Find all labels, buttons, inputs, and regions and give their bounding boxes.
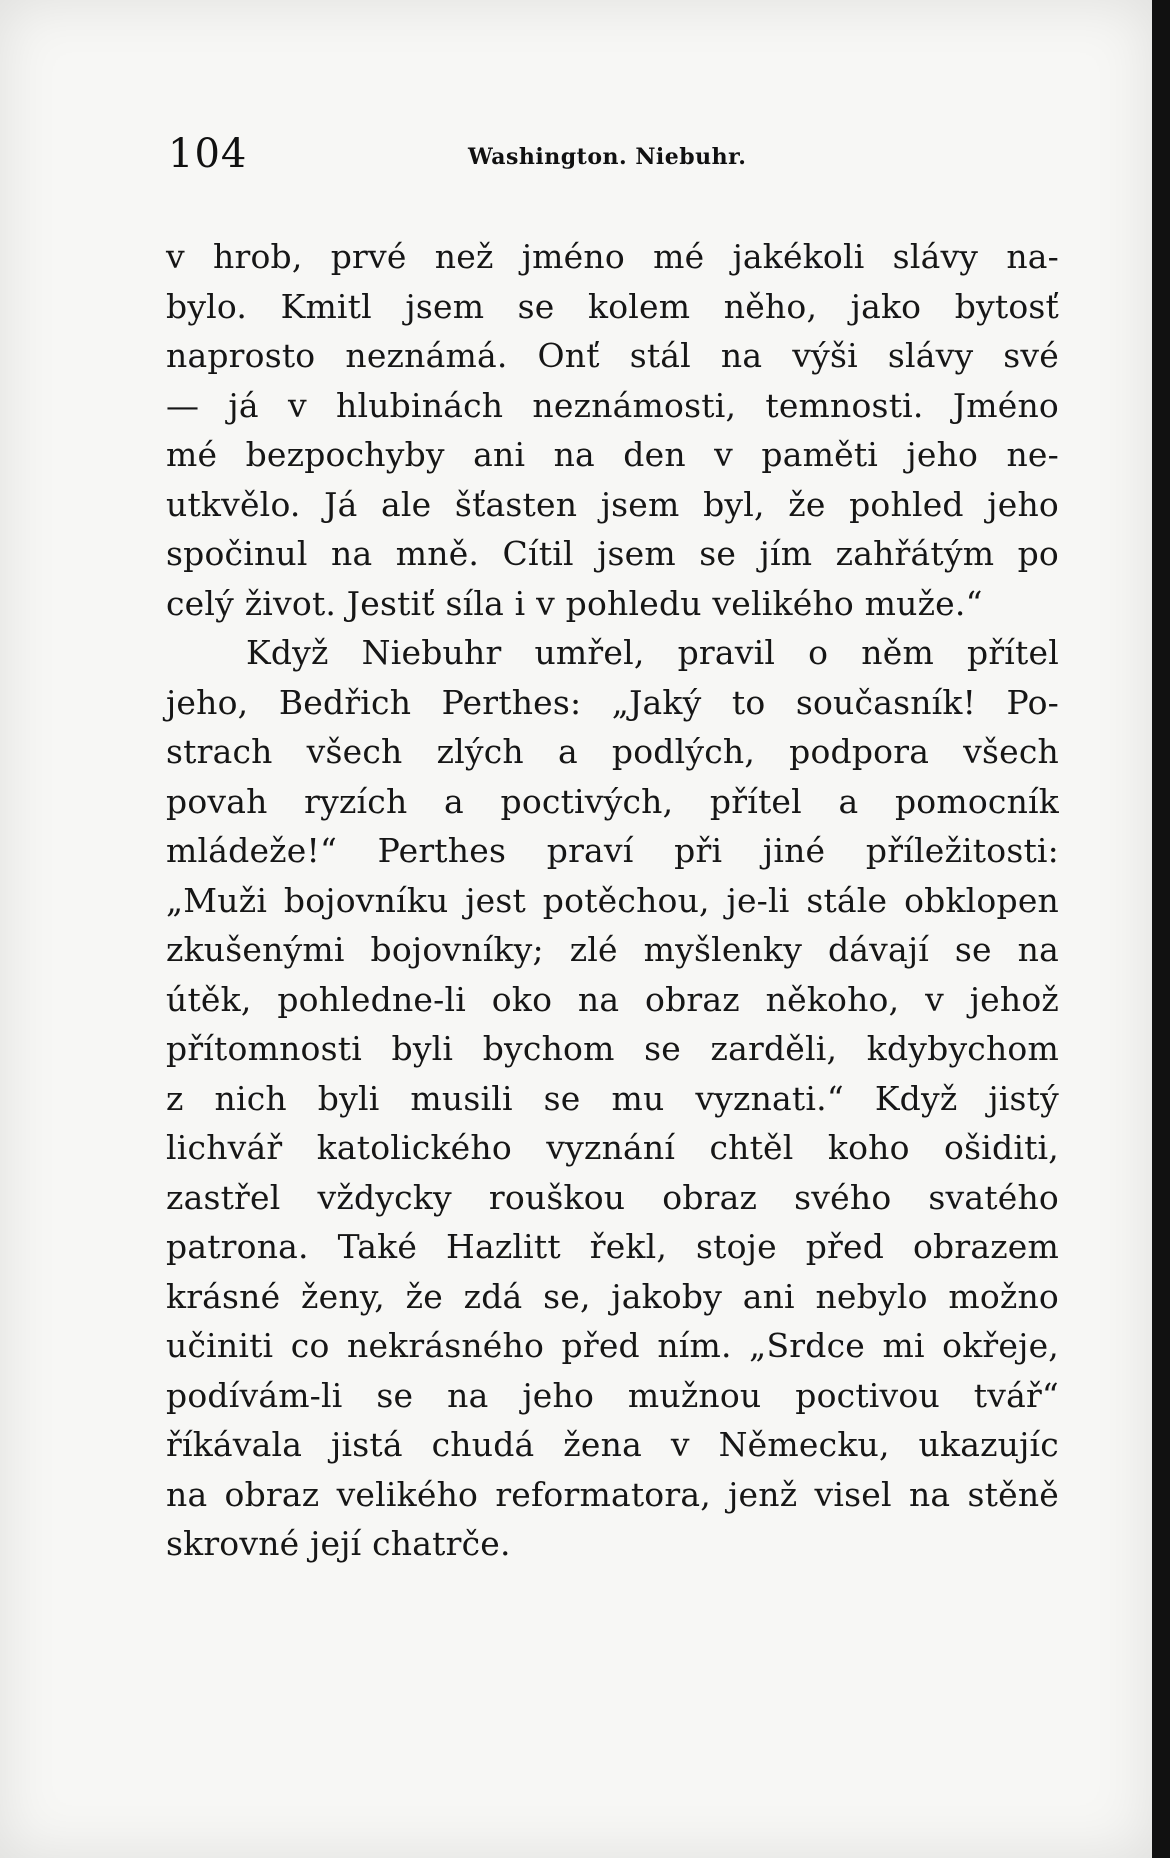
text-line: lichvář katolického vyznání chtěl koho ošiditi, xyxy=(166,1128,1059,1167)
text-line: zastřel vždycky rouškou obraz svého svatého xyxy=(166,1177,1059,1217)
text-line: utkvělo. Já ale šťasten jsem byl, že pohled jeho xyxy=(166,484,1059,524)
text-line: z nich byli musili se mu vyznati.“ Když jistý xyxy=(166,1078,1059,1118)
text-line: naprosto neznámá. Onť stál na výši slávy své xyxy=(166,336,1059,375)
text-line: „Muži bojovníku jest potěchou, je-li stále obklopen xyxy=(166,880,1059,920)
text-line: mé bezpochyby ani na den v paměti jeho ne- xyxy=(166,435,1059,474)
running-head: Washington. Niebuhr. xyxy=(468,144,747,170)
text-line: krásné ženy, že zdá se, jakoby ani nebylo možno xyxy=(166,1276,1059,1316)
text-line: — já v hlubinách neznámosti, temnosti. Jméno xyxy=(166,385,1059,425)
page-header xyxy=(168,130,1058,190)
text-line: útěk, pohledne-li oko na obraz někoho, v jehož xyxy=(166,979,1059,1019)
text-line: zkušenými bojovníky; zlé myšlenky dávají se na xyxy=(166,930,1059,969)
text-line: spočinul na mně. Cítil jsem se jím zahřátým po xyxy=(166,534,1059,573)
text-line: jeho, Bedřich Perthes: „Jaký to současník! Po- xyxy=(166,682,1059,722)
text-line: celý život. Jestiť síla i v pohledu velikého muže.“ xyxy=(166,583,983,623)
text-line: na obraz velikého reformatora, jenž visel na stěně xyxy=(166,1474,1059,1514)
text-line: strach všech zlých a podlých, podpora všech xyxy=(166,732,1059,771)
body-text xyxy=(166,232,1059,1569)
page-number: 104 xyxy=(168,131,248,177)
text-line: podívám-li se na jeho mužnou poctivou tvář“ xyxy=(166,1375,1059,1415)
text-line: povah ryzích a poctivých, přítel a pomocník xyxy=(166,781,1059,821)
text-line: učiniti co nekrásného před ním. „Srdce mi okřeje, xyxy=(166,1326,1059,1365)
text-line: přítomnosti byli bychom se zarděli, kdybychom xyxy=(166,1029,1059,1068)
text-line: mládeže!“ Perthes praví při jiné příležitosti: xyxy=(166,831,1059,870)
text-line: bylo. Kmitl jsem se kolem něho, jako bytosť xyxy=(166,286,1059,326)
text-line: skrovné její chatrče. xyxy=(166,1524,511,1563)
text-line: v hrob, prvé než jméno mé jakékoli slávy na- xyxy=(166,237,1059,276)
text-line: Když Niebuhr umřel, pravil o něm přítel xyxy=(246,633,1059,672)
text-line: patrona. Také Hazlitt řekl, stoje před obrazem xyxy=(166,1227,1059,1266)
scan-edge xyxy=(1152,0,1170,1858)
text-line: říkávala jistá chudá žena v Německu, ukazujíc xyxy=(166,1425,1059,1464)
